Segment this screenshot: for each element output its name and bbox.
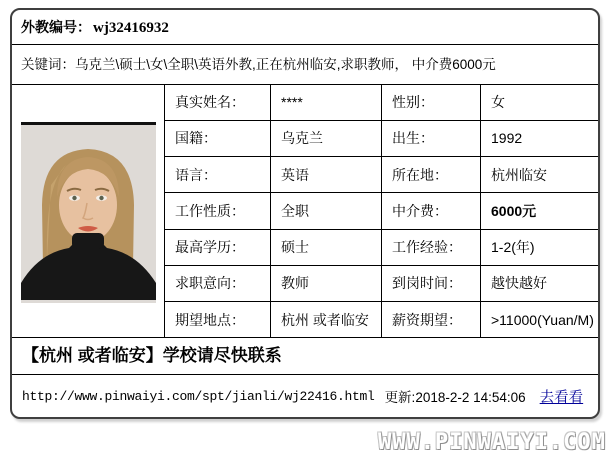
field-value: 女 [481,85,599,120]
contact-headline: 【杭州 或者临安】学校请尽快联系 [12,338,598,375]
keywords-value: 乌克兰\硕士\女\全职\英语外教,正在杭州临安,求职教师， 中介费6000元 [75,57,496,72]
field-value: 越快越好 [481,265,599,301]
table-row [165,265,598,301]
table-row [165,302,598,337]
field-label: 性别： [382,85,481,120]
table-row [165,157,598,193]
keywords-row [12,45,598,85]
field-value: 杭州 或者临安 [271,302,382,337]
table-row [165,193,598,229]
field-label: 到岗时间： [382,265,481,301]
teacher-id-label: 外教编号： [21,19,91,35]
field-label: 工作性质： [165,193,271,229]
agency-fee-value: 6000元 [481,193,599,229]
field-label: 国籍： [165,120,271,156]
resume-card [10,8,600,419]
go-see-link[interactable]: 去看看 [539,389,584,406]
field-label: 中介费： [382,193,481,229]
field-label: 工作经验： [382,229,481,265]
field-value: **** [271,85,382,120]
field-label: 所在地： [382,157,481,193]
field-label: 最高学历： [165,229,271,265]
table-row [165,229,598,265]
field-value: 教师 [271,265,382,301]
field-label: 出生： [382,120,481,156]
photo-cell [12,85,165,337]
field-value: >11000(Yuan/M) [491,311,594,328]
field-value: 全职 [271,193,382,229]
profile-section [12,85,598,338]
field-label: 求职意向： [165,265,271,301]
teacher-id-row [12,10,598,45]
site-watermark: WWW.PINWAIYI.COM [378,430,606,455]
portrait-illustration [21,125,156,300]
table-row [165,85,598,120]
field-value: 乌克兰 [271,120,382,156]
field-value: 硕士 [271,229,382,265]
url-row [12,375,598,417]
field-label: 期望地点： [165,302,271,337]
profile-table [165,85,598,337]
field-value: 英语 [271,157,382,193]
updated-timestamp: 更新:2018-2-2 14:54:06 [384,390,526,405]
field-value: 1992 [481,120,599,156]
field-label: 语言： [165,157,271,193]
keywords-label: 关键词： [21,57,75,72]
resume-url: http://www.pinwaiyi.com/spt/jianli/wj22416.html [22,388,375,404]
teacher-id-value: wj32416932 [93,20,169,36]
field-label: 真实姓名： [165,85,271,120]
field-value: 1-2(年) [481,229,599,265]
teacher-photo [21,122,156,303]
table-row [165,120,598,156]
field-value: 杭州临安 [481,157,599,193]
field-label: 薪资期望： [382,302,481,337]
